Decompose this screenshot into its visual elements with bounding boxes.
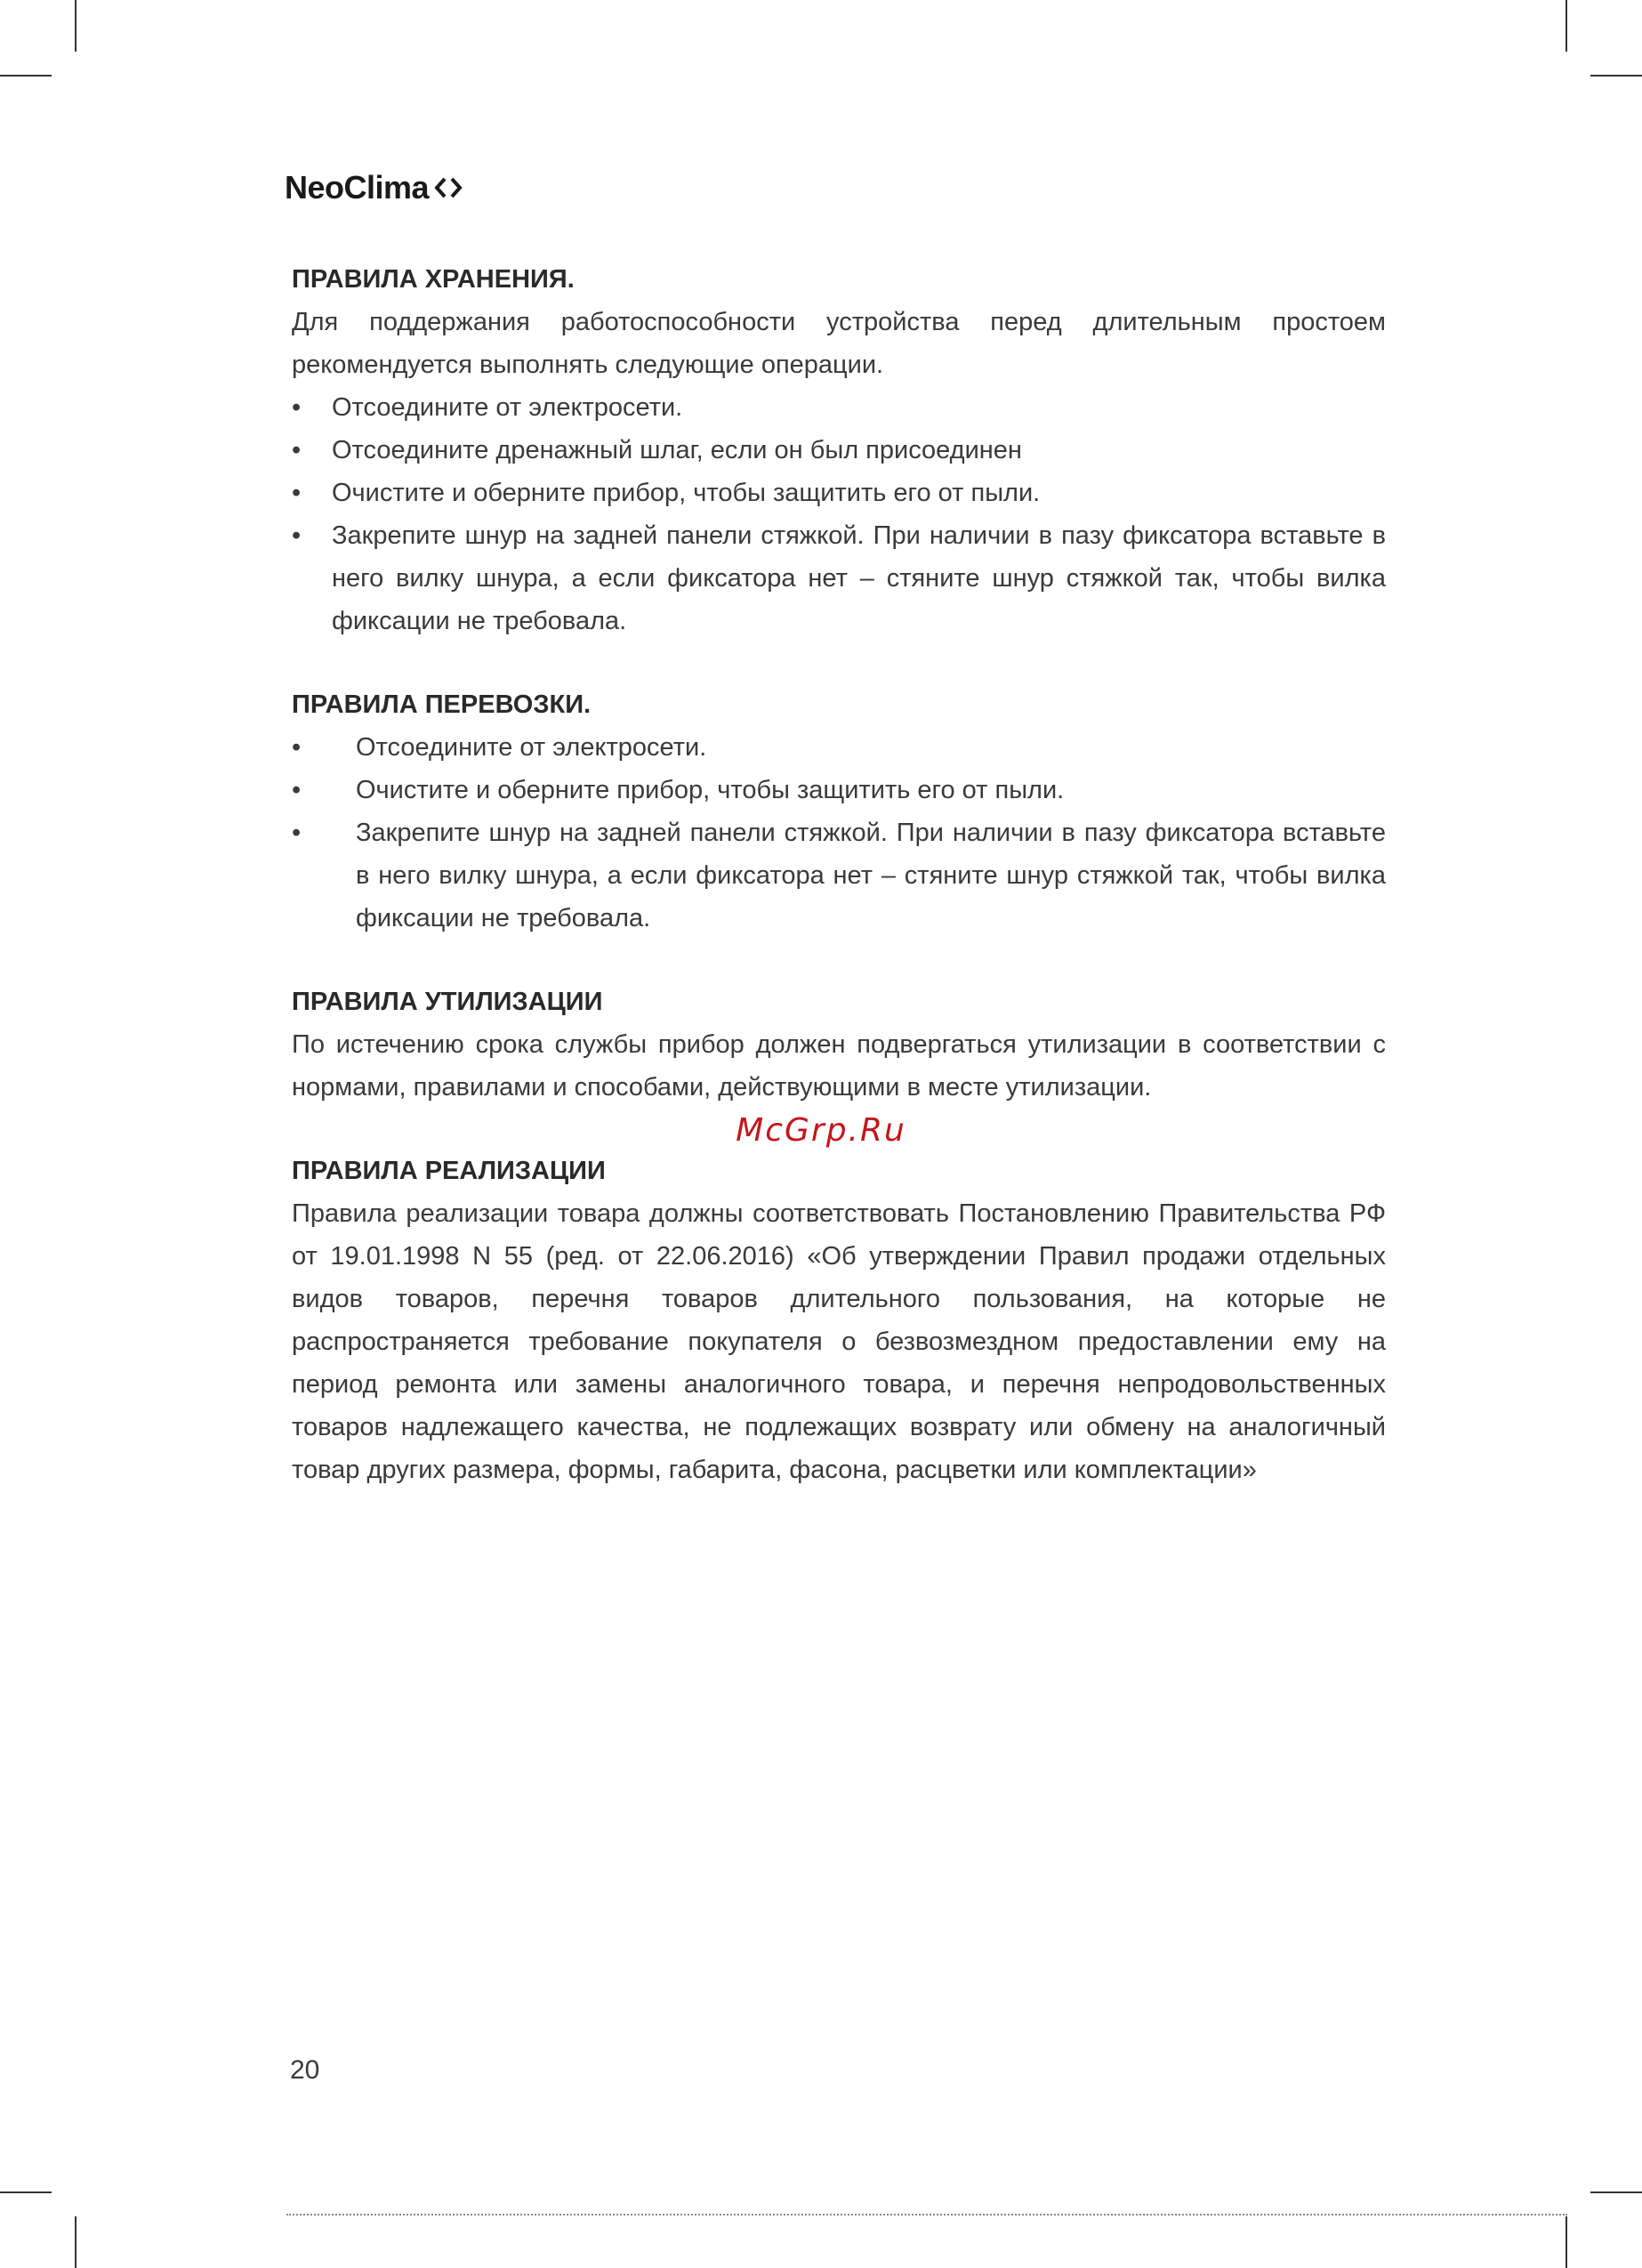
footer-dotted-rule [286,2214,1567,2216]
storage-intro: Для поддержания работоспособности устройства перед длительным простоем рекомендуется выполнять следующие операции. [292,308,1386,379]
sales-title: ПРАВИЛА РЕАЛИЗАЦИИ [292,1157,606,1185]
list-item: • Закрепите шнур на задней панели стяжкой. При наличии в пазу фиксатора вставьте в него вилку шнура, а если фиксатора нет – стяните шнур стяжкой так, чтобы вилка фиксации не требовала. [292,811,1386,940]
crop-mark-top-left-horizontal [0,75,52,77]
document-body [292,258,1386,1491]
list-item: • Очистите и оберните прибор, чтобы защитить его от пыли. [292,769,1386,811]
bullet: • [292,393,302,422]
page-number: 20 [290,2055,320,2085]
crop-mark-top-left-vertical [75,0,76,52]
crop-mark-bottom-left-horizontal [0,2191,52,2193]
brand-logo [285,169,463,206]
list-item: • Отсоедините от электросети. [292,386,1386,429]
list-item: • Закрепите шнур на задней панели стяжкой. При наличии в пазу фиксатора вставьте в него вилку шнура, а если фиксатора нет – стяните шнур стяжкой так, чтобы вилка фиксации не требовала. [292,514,1386,642]
bullet: • [292,819,302,847]
crop-mark-bottom-right-horizontal [1590,2191,1642,2193]
transport-list [292,726,1386,940]
crop-mark-top-right-vertical [1566,0,1567,52]
crop-mark-bottom-left-vertical [75,2216,76,2268]
sales-text: Правила реализации товара должны соответствовать Постановлению Правительства РФ от 19.01.1998 N 55 (ред. от 22.06.2016) «Об утверждении Правил продажи отдельных видов товаров, перечня товаров длительного пользования, на которые не распространяется требование покупателя о безвозмездном предоставлении ему на период ремонта или замены аналогичного товара, и перечня непродовольственных товаров надлежащего качества, не подлежащих возврату или обмену на аналогичный товар других размера, формы, габарита, фасона, расцветки или комплектации» [292,1199,1386,1484]
crop-mark-bottom-right-vertical [1566,2216,1567,2268]
list-item: • Отсоедините от электросети. [292,726,1386,769]
chevron-diamond-icon [434,175,463,200]
transport-title: ПРАВИЛА ПЕРЕВОЗКИ. [292,690,592,719]
bullet: • [292,521,302,550]
bullet: • [292,776,302,804]
disposal-text: По истечению срока службы прибор должен подвергаться утилизации в соответствии с нормами, правилами и способами, действующими в месте утилизации. [292,1030,1386,1102]
storage-list [292,386,1386,642]
bullet: • [292,479,302,507]
list-item: • Отсоедините дренажный шлаг, если он был присоединен [292,429,1386,472]
logo-text: NeoClima [285,169,430,206]
bullet: • [292,733,302,762]
crop-mark-top-right-horizontal [1590,75,1642,77]
watermark: McGrp.Ru [736,1112,906,1149]
storage-title: ПРАВИЛА ХРАНЕНИЯ. [292,265,575,294]
bullet: • [292,436,302,464]
list-item: • Очистите и оберните прибор, чтобы защитить его от пыли. [292,472,1386,514]
disposal-title: ПРАВИЛА УТИЛИЗАЦИИ [292,988,603,1016]
